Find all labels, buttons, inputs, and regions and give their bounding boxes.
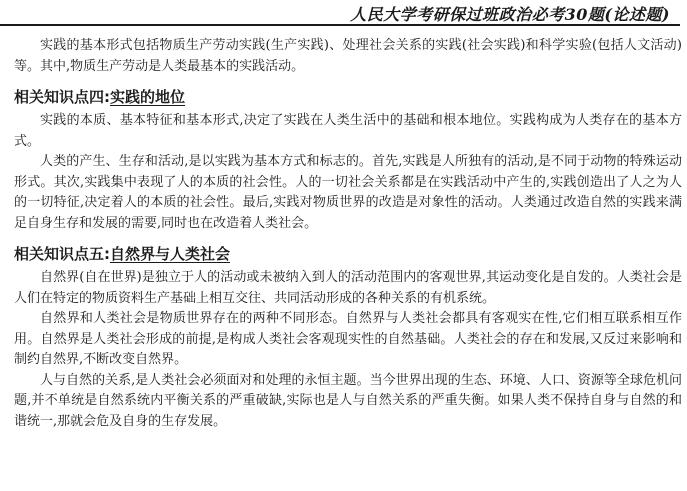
heading-prefix: 相关知识点四: xyxy=(14,88,110,106)
heading-title: 自然界与人类社会 xyxy=(110,245,231,263)
paragraph: 自然界和人类社会是物质世界存在的两种不同形态。自然界与人类社会都具有客观实在性,它们相互联系相互作用。自然界是人类社会形成的前提,是构成人类社会客观现实性的自然基础。人类社会的存在和发展,又反过来影响和制约自然界,不断改变自然界。 xyxy=(14,311,682,367)
paragraph: 人与自然的关系,是人类社会必须面对和处理的永恒主题。当今世界出现的生态、环境、人口、资源等全球危机问题,并不单统是自然系统内平衡关系的严重破缺,实际也是人与自然关系的严重失衡。如果人类不保持自身与自然的和谐统一,那就会危及自身的生存发展。 xyxy=(14,372,682,429)
section-heading-4 xyxy=(14,83,682,111)
section-heading-5 xyxy=(14,240,682,268)
paragraph: 实践的基本形式包括物质生产劳动实践(生产实践)、处理社会关系的实践(社会实践)和科学实验(包括人文活动)等。其中,物质生产劳动是人类最基本的实践活动。 xyxy=(14,38,682,74)
book-title: 人民大学考研保过班政治必考30题(论述题) xyxy=(350,5,670,24)
paragraph: 实践的本质、基本特征和基本形式,决定了实践在人类生活中的基础和根本地位。实践构成为人类存在的基本方式。 xyxy=(14,113,682,149)
page-body xyxy=(14,36,682,432)
paragraph: 人类的产生、生存和活动,是以实践为基本方式和标志的。首先,实践是人所独有的活动,是不同于动物的特殊运动形式。其次,实践集中表现了人的本质的社会性。人的一切社会关系都是在实践活动中产生的,实践创造出了人之为人的一切特征,决定着人的本质的社会性。最后,实践对物质世界的改造是对象性的活动。人类通过改造自然的实践来满足自身生存和发展的需要,同时也在改造着人类社会。 xyxy=(14,154,682,231)
paragraph: 自然界(自在世界)是独立于人的活动或未被纳入到人的活动范围内的客观世界,其运动变化是自发的。人类社会是人们在特定的物质资料生产基础上相互交往、共同活动形成的各种关系的有机系统。 xyxy=(14,270,682,306)
heading-prefix: 相关知识点五: xyxy=(14,245,110,263)
running-header xyxy=(0,0,680,26)
heading-title: 实践的地位 xyxy=(110,88,186,106)
